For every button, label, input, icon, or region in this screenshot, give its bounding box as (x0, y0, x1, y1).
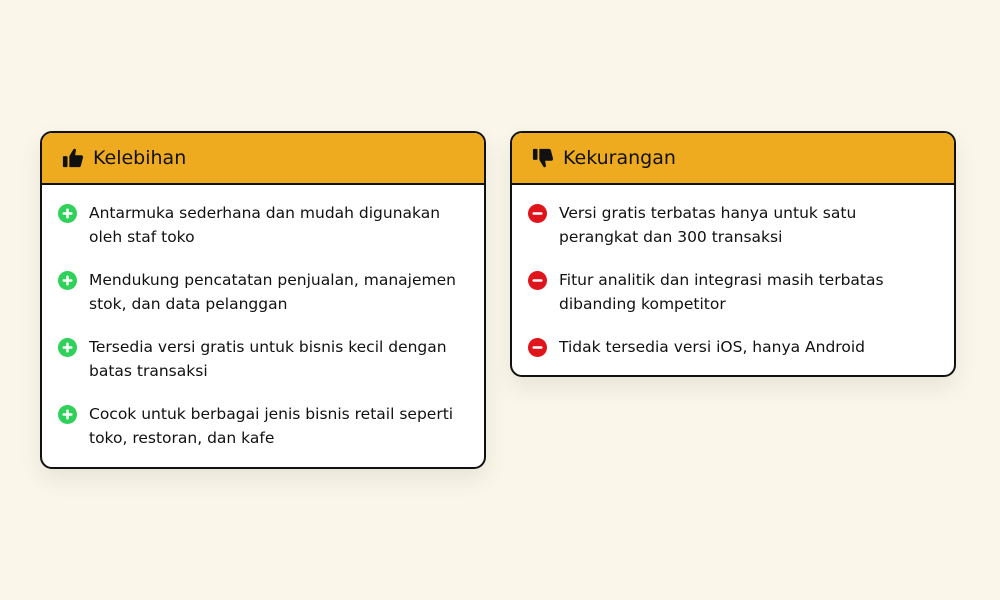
cons-card (510, 131, 956, 377)
list-item (58, 336, 470, 383)
list-item (58, 202, 470, 249)
pros-list (42, 185, 484, 450)
list-item (528, 336, 940, 359)
plus-circle-icon (58, 204, 77, 223)
list-item-text: Tidak tersedia versi iOS, hanya Android (559, 338, 865, 356)
cons-title: Kekurangan (563, 147, 676, 169)
plus-circle-icon (58, 338, 77, 357)
list-item-text: Versi gratis terbatas hanya untuk satu perangkat dan 300 transaksi (559, 204, 857, 246)
minus-circle-icon (528, 271, 547, 290)
plus-circle-icon (58, 405, 77, 424)
thumbs-down-icon (532, 147, 554, 169)
minus-circle-icon (528, 204, 547, 223)
pros-card (40, 131, 486, 469)
cons-header (512, 133, 954, 185)
thumbs-up-icon (62, 147, 84, 169)
list-item (58, 269, 470, 316)
list-item (58, 403, 470, 450)
pros-header (42, 133, 484, 185)
pros-title: Kelebihan (93, 147, 187, 169)
list-item-text: Tersedia versi gratis untuk bisnis kecil dengan batas transaksi (89, 338, 447, 380)
plus-circle-icon (58, 271, 77, 290)
list-item (528, 269, 940, 316)
list-item-text: Mendukung pencatatan penjualan, manajemen stok, dan data pelanggan (89, 271, 456, 313)
minus-circle-icon (528, 338, 547, 357)
list-item-text: Cocok untuk berbagai jenis bisnis retail seperti toko, restoran, dan kafe (89, 405, 454, 447)
cons-list (512, 185, 954, 359)
list-item-text: Fitur analitik dan integrasi masih terbatas dibanding kompetitor (559, 271, 884, 313)
list-item-text: Antarmuka sederhana dan mudah digunakan oleh staf toko (89, 204, 441, 246)
list-item (528, 202, 940, 249)
